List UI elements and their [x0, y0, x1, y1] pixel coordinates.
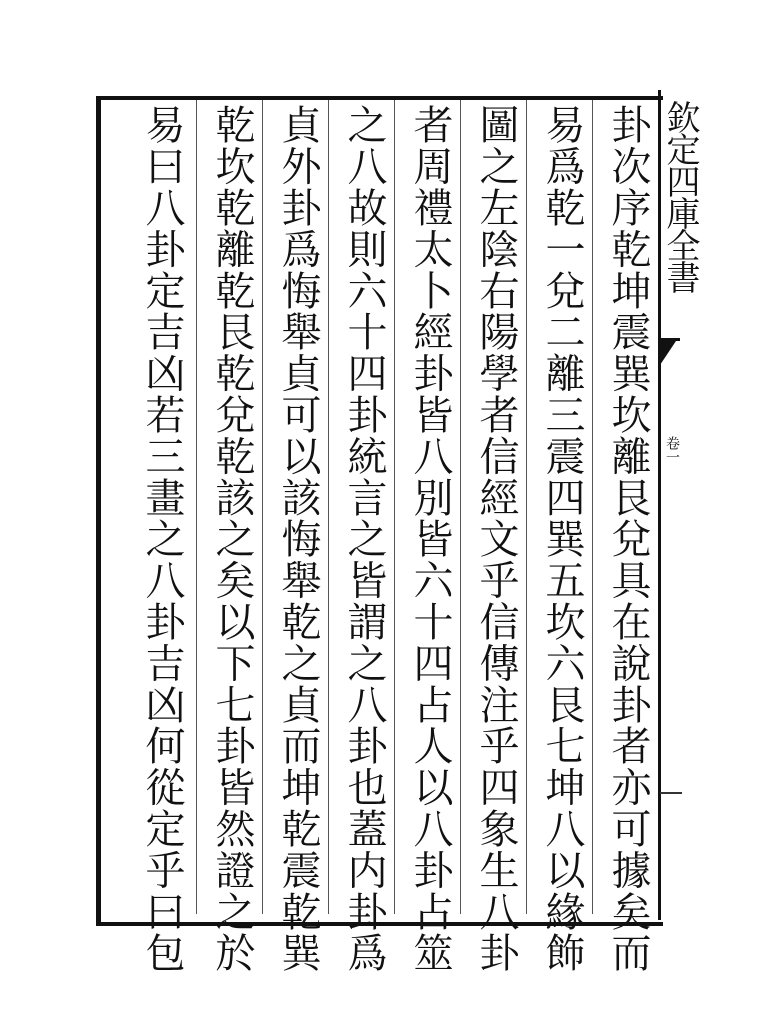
fish-tail-line	[658, 338, 680, 341]
column-rule	[196, 100, 197, 914]
margin-book-title: 欽定四庫全書	[660, 100, 700, 292]
text-column-6: 貞外卦爲悔舉貞可以該悔舉乾之貞而坤乾震乾巽	[275, 104, 321, 974]
text-column-3: 圖之左陰右陽學者信經文乎信傳注乎四象生八卦	[473, 104, 519, 974]
fold-tick-mark	[660, 792, 682, 794]
text-column-5: 之八故則六十四卦統言之皆謂之八卦也蓋内卦爲	[341, 104, 387, 974]
text-column-7: 乾坎乾離乾艮乾兌乾該之矣以下七卦皆然證之於	[209, 104, 255, 974]
text-column-4: 者周禮太卜經卦皆八別皆六十四占人以八卦占筮	[407, 104, 453, 974]
text-column-2: 易爲乾一兌二離三震四巽五坎六艮七坤八以緣飾	[539, 104, 585, 974]
fish-tail-mark-icon	[658, 338, 678, 368]
text-column-1: 卦次序乾坤震巽坎離艮兌具在說卦者亦可據矣而	[605, 104, 651, 974]
margin-volume-label: 卷一	[664, 436, 680, 464]
text-column-8: 易曰八卦定吉凶若三畫之八卦吉凶何從定乎曰包	[139, 104, 185, 974]
